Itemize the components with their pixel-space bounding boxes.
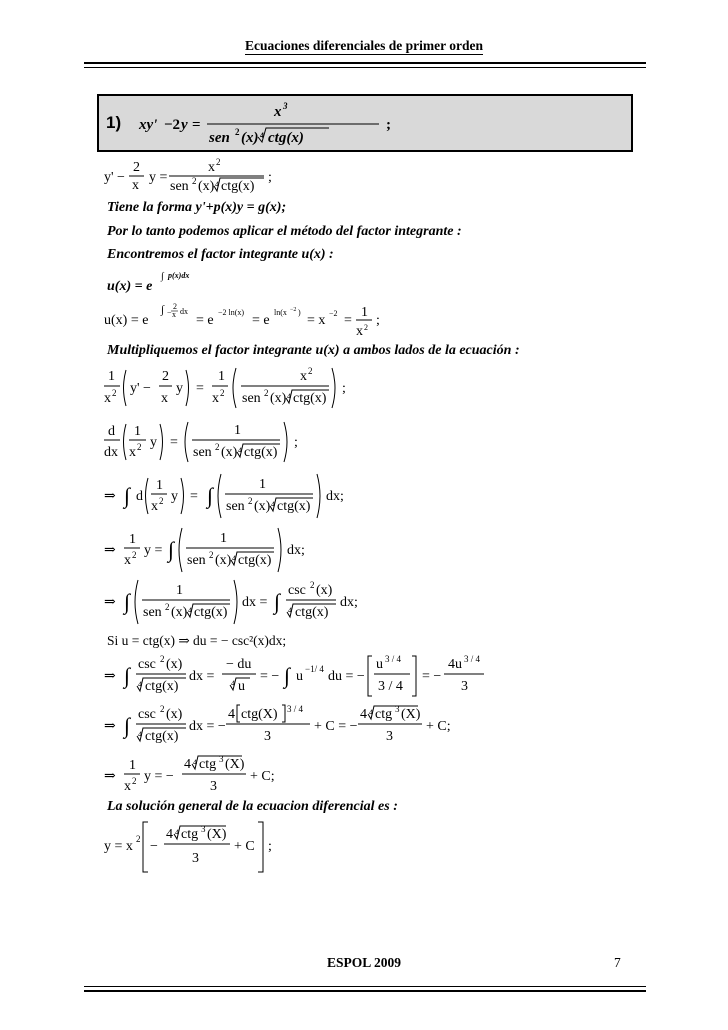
equation-integrated-left: [104, 524, 464, 578]
svg-text:3 / 4: 3 / 4: [287, 704, 304, 714]
svg-text:2: 2: [192, 176, 197, 186]
svg-text:⇒: ⇒: [104, 669, 116, 684]
equation-integrating-factor-def: [104, 268, 304, 298]
svg-text:d: d: [136, 489, 143, 504]
svg-text:4: 4: [369, 708, 373, 717]
svg-text:(x): (x): [215, 553, 232, 568]
svg-text:+ C: + C: [234, 839, 255, 854]
svg-text:3 / 4: 3 / 4: [378, 679, 403, 694]
footer-rule-thin: [84, 986, 646, 987]
svg-text:dx: dx: [180, 307, 188, 316]
text-find-factor: Encontremos el factor integrante u(x) :: [107, 247, 334, 262]
svg-text:2: 2: [162, 369, 169, 384]
svg-text:x: x: [212, 391, 219, 406]
svg-text:3: 3: [283, 101, 288, 111]
svg-text:1: 1: [129, 758, 136, 773]
svg-text:−2: −2: [290, 307, 297, 313]
svg-text:⇒: ⇒: [104, 489, 116, 504]
svg-text:2: 2: [165, 602, 170, 612]
svg-text:x: x: [124, 779, 131, 794]
svg-text:4: 4: [166, 827, 173, 842]
svg-text:ctg(x): ctg(x): [295, 605, 329, 620]
svg-text:p(x)dx: p(x)dx: [168, 271, 190, 280]
svg-text:dx = −: dx = −: [189, 719, 226, 734]
svg-text:4: 4: [138, 680, 142, 689]
svg-text:2: 2: [235, 127, 240, 137]
svg-text:y: y: [150, 435, 157, 450]
svg-text:2: 2: [160, 654, 165, 664]
svg-text:∫: ∫: [161, 271, 164, 282]
svg-text:x: x: [208, 160, 215, 175]
svg-text:sen: sen: [209, 130, 230, 146]
svg-text:3: 3: [395, 704, 400, 714]
svg-text:csc: csc: [288, 583, 306, 598]
svg-text:;: ;: [342, 381, 346, 396]
svg-text:d: d: [108, 424, 115, 439]
svg-text:y =: y =: [149, 170, 168, 185]
equation-substitution-integral: [104, 652, 504, 700]
svg-text:csc: csc: [138, 707, 156, 722]
svg-text:4: 4: [215, 180, 219, 189]
svg-text:(x): (x): [198, 179, 215, 194]
svg-text:2: 2: [112, 388, 117, 398]
page-number: 7: [614, 955, 621, 970]
svg-text:x: x: [356, 324, 363, 339]
svg-text:ctg(x): ctg(x): [293, 391, 327, 406]
svg-text:ctg(X): ctg(X): [241, 707, 278, 722]
svg-text:⇒: ⇒: [104, 719, 116, 734]
equation-csc-rewrite: [104, 576, 504, 630]
svg-text:y' −: y' −: [104, 170, 125, 185]
svg-text:2: 2: [173, 302, 177, 311]
svg-text:4: 4: [232, 554, 236, 563]
text-form: Tiene la forma y'+p(x)y = g(x);: [107, 200, 287, 215]
svg-text:+ C = −: + C = −: [314, 719, 358, 734]
svg-text:2: 2: [216, 157, 221, 167]
svg-text:1: 1: [156, 478, 163, 493]
svg-text:ctg: ctg: [199, 757, 217, 772]
svg-text:u: u: [296, 669, 303, 684]
svg-text:4: 4: [188, 606, 192, 615]
svg-text:4: 4: [193, 758, 197, 767]
equation-derivative-form: [104, 418, 404, 468]
svg-text:1: 1: [129, 532, 136, 547]
svg-text:4: 4: [287, 392, 291, 401]
svg-text:−2 ln(x): −2 ln(x): [218, 308, 245, 317]
svg-text:4: 4: [238, 446, 242, 455]
svg-text:y: y: [171, 489, 178, 504]
svg-text:2: 2: [215, 442, 220, 452]
equation-implicit-solution: [104, 752, 404, 800]
svg-text:sen: sen: [242, 391, 261, 406]
svg-text:2: 2: [264, 388, 269, 398]
svg-text:4: 4: [360, 707, 367, 722]
text-general-solution: La solución general de la ecuacion diferencial es :: [107, 799, 398, 814]
svg-text:=: =: [170, 435, 178, 450]
svg-text:dx;: dx;: [340, 595, 358, 610]
svg-text:x: x: [104, 391, 111, 406]
text-substitution: Si u = ctg(x) ⇒ du = − csc²(x)dx;: [107, 633, 287, 648]
svg-text:4: 4: [260, 131, 264, 140]
svg-text:x: x: [129, 445, 136, 460]
page-header: [0, 38, 728, 54]
svg-text:x: x: [161, 391, 168, 406]
svg-text:1: 1: [108, 369, 115, 384]
svg-text:ctg(x): ctg(x): [268, 130, 304, 146]
svg-text:dx =: dx =: [189, 669, 215, 684]
svg-text:(x): (x): [166, 707, 183, 722]
svg-text:u(x) = e: u(x) = e: [107, 279, 153, 294]
header-rule-thick: [84, 62, 646, 64]
svg-text:4: 4: [228, 707, 235, 722]
svg-text:(X): (X): [207, 827, 227, 842]
svg-text:1: 1: [134, 424, 141, 439]
svg-text:;: ;: [386, 117, 391, 133]
svg-text:∫: ∫: [124, 663, 131, 688]
svg-text:1: 1: [218, 369, 225, 384]
svg-text:du = −: du = −: [328, 669, 365, 684]
svg-text:y: y: [176, 381, 183, 396]
svg-text:2: 2: [132, 776, 137, 786]
svg-text:x: x: [300, 369, 307, 384]
svg-text:(x): (x): [270, 391, 287, 406]
svg-text:=: =: [192, 117, 201, 133]
svg-text:;: ;: [376, 313, 380, 328]
svg-text:= −: = −: [260, 669, 280, 684]
svg-text:;: ;: [268, 170, 272, 185]
svg-text:2: 2: [133, 160, 140, 175]
svg-text:− du: − du: [226, 657, 252, 672]
svg-text:⇒: ⇒: [104, 543, 116, 558]
svg-text:(x): (x): [166, 657, 183, 672]
svg-text:∫: ∫: [124, 483, 131, 508]
equation-multiplied: [104, 364, 444, 414]
svg-text:=: =: [196, 381, 204, 396]
svg-text:3: 3: [461, 679, 468, 694]
svg-text:∫: ∫: [274, 589, 281, 614]
svg-text:3: 3: [264, 729, 271, 744]
svg-text:2: 2: [137, 442, 142, 452]
svg-text:1: 1: [259, 477, 266, 492]
svg-text:2: 2: [248, 496, 253, 506]
svg-text:sen: sen: [143, 605, 162, 620]
svg-text:=: =: [344, 313, 352, 328]
equation-integrate-both: [104, 470, 464, 524]
svg-text:y = −: y = −: [144, 769, 174, 784]
svg-text:2: 2: [364, 323, 368, 332]
svg-text:+ C;: + C;: [426, 719, 451, 734]
svg-text:= e: = e: [252, 313, 270, 328]
svg-text:−: −: [150, 839, 158, 854]
footer-rule-thick: [84, 990, 646, 992]
svg-text:−2: −2: [329, 309, 338, 318]
svg-text:3: 3: [192, 851, 199, 866]
problem-equation: [129, 96, 449, 152]
svg-text:4u: 4u: [448, 657, 462, 672]
svg-text:x: x: [274, 104, 282, 120]
svg-text:4: 4: [271, 500, 275, 509]
svg-text:∫: ∫: [207, 483, 214, 508]
svg-text:4: 4: [175, 828, 179, 837]
equation-integrating-factor-value: [104, 298, 424, 342]
svg-text:(X): (X): [225, 757, 245, 772]
svg-text:1: 1: [234, 423, 241, 438]
svg-text:ctg(x): ctg(x): [145, 679, 179, 694]
problem-number: 1): [106, 113, 122, 132]
svg-text:u(x) = e: u(x) = e: [104, 313, 149, 328]
svg-text:1: 1: [220, 531, 227, 546]
svg-text:1: 1: [361, 305, 368, 320]
svg-text:x: x: [132, 178, 139, 193]
svg-text:3 / 4: 3 / 4: [385, 654, 402, 664]
svg-text:ctg: ctg: [181, 827, 199, 842]
svg-text:dx;: dx;: [326, 489, 344, 504]
svg-text:4: 4: [288, 606, 292, 615]
svg-text:y: y: [181, 117, 188, 133]
svg-text:csc: csc: [138, 657, 156, 672]
svg-text:ctg: ctg: [375, 707, 393, 722]
equation-integral-result: [104, 702, 524, 750]
svg-text:dx: dx: [104, 445, 118, 460]
svg-text:2: 2: [136, 834, 141, 844]
svg-text:3: 3: [386, 729, 393, 744]
svg-text:ctg(x): ctg(x): [238, 553, 272, 568]
equation-general-solution: [104, 820, 404, 874]
svg-text:−1/ 4: −1/ 4: [305, 664, 324, 674]
svg-text:2: 2: [308, 366, 313, 376]
svg-text:u: u: [376, 657, 383, 672]
header-title: Ecuaciones diferenciales de primer orden: [245, 38, 483, 53]
svg-text:(X): (X): [401, 707, 421, 722]
svg-text:x: x: [172, 310, 176, 319]
svg-text:sen: sen: [193, 445, 212, 460]
svg-text:ctg(x): ctg(x): [221, 179, 255, 194]
svg-text:(x): (x): [221, 445, 238, 460]
svg-text:x: x: [124, 553, 131, 568]
svg-text:4: 4: [138, 730, 142, 739]
svg-text:x: x: [151, 499, 158, 514]
svg-text:= x: = x: [307, 313, 326, 328]
svg-text:(x): (x): [254, 499, 271, 514]
svg-text:3 / 4: 3 / 4: [464, 654, 481, 664]
text-multiply: Multipliquemos el factor integrante u(x) a ambos lados de la ecuación :: [107, 343, 520, 358]
svg-text:sen: sen: [187, 553, 206, 568]
svg-text:ctg(x): ctg(x): [244, 445, 278, 460]
svg-text:(x): (x): [316, 583, 333, 598]
svg-text:∫: ∫: [124, 589, 131, 614]
svg-text:ctg(x): ctg(x): [277, 499, 311, 514]
svg-text:sen: sen: [170, 179, 189, 194]
svg-text:;: ;: [268, 839, 272, 854]
svg-text:2: 2: [220, 388, 225, 398]
svg-text:ln(x: ln(x: [274, 308, 287, 317]
svg-text:1: 1: [176, 583, 183, 598]
svg-text:3: 3: [219, 754, 224, 764]
svg-text:y =: y =: [144, 543, 163, 558]
svg-text:dx =: dx =: [242, 595, 268, 610]
problem-statement-box: [97, 94, 633, 152]
svg-text:(x): (x): [241, 130, 259, 146]
svg-text:∫: ∫: [161, 304, 165, 316]
svg-text:u: u: [238, 679, 245, 694]
svg-text:ctg(x): ctg(x): [145, 729, 179, 744]
svg-text:= −: = −: [422, 669, 442, 684]
svg-text:2: 2: [310, 580, 315, 590]
svg-text:xy': xy': [139, 117, 158, 133]
svg-text:∫: ∫: [124, 713, 131, 738]
svg-text:4: 4: [231, 679, 235, 688]
svg-text:y' −: y' −: [130, 381, 151, 396]
svg-text:∫: ∫: [168, 537, 175, 562]
svg-text:3: 3: [210, 779, 217, 794]
svg-text:): ): [298, 308, 301, 317]
svg-text:ctg(x): ctg(x): [194, 605, 228, 620]
header-rule-thin: [84, 67, 646, 68]
svg-text:dx;: dx;: [287, 543, 305, 558]
svg-text:∫: ∫: [284, 663, 291, 688]
svg-text:−: −: [167, 308, 172, 317]
svg-text:2: 2: [159, 496, 164, 506]
svg-text:2: 2: [132, 550, 137, 560]
svg-text:sen: sen: [226, 499, 245, 514]
svg-text:−2: −2: [164, 117, 181, 133]
svg-text:y = x: y = x: [104, 839, 133, 854]
footer-institution: ESPOL 2009: [327, 955, 401, 970]
svg-text:⇒: ⇒: [104, 769, 116, 784]
equation-standard-form: [104, 156, 404, 200]
svg-text:⇒: ⇒: [104, 595, 116, 610]
svg-text:;: ;: [294, 435, 298, 450]
svg-text:= e: = e: [196, 313, 214, 328]
svg-text:2: 2: [160, 704, 165, 714]
svg-text:4: 4: [184, 757, 191, 772]
svg-text:+ C;: + C;: [250, 769, 275, 784]
svg-text:(x): (x): [171, 605, 188, 620]
svg-text:2: 2: [209, 550, 214, 560]
text-method: Por lo tanto podemos aplicar el método del factor integrante :: [107, 224, 462, 239]
svg-text:=: =: [190, 489, 198, 504]
svg-text:3: 3: [201, 824, 206, 834]
